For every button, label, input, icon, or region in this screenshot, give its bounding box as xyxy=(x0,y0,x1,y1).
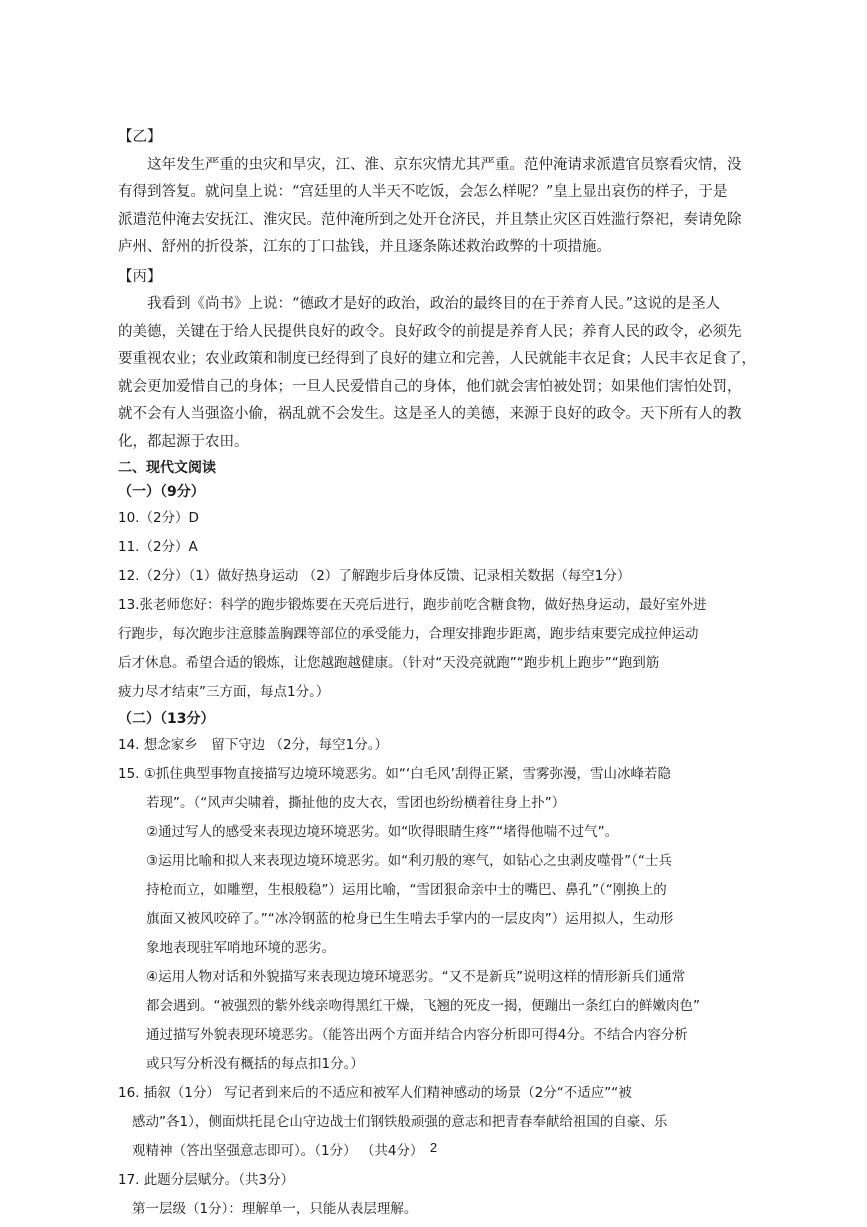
section-heading-yi: 【乙】 xyxy=(118,129,162,145)
answer-line: ④运用人物对话和外貌描写来表现边境环境恶劣。“又不是新兵”说明这样的情形新兵们通常 xyxy=(146,969,686,985)
answer-line: 疲力尽才结束”三方面，每点1分。） xyxy=(118,684,330,700)
answer-line: ②通过写人的感受来表现边境环境恶劣。如“吹得眼睛生疼”“堵得他喘不过气”。 xyxy=(146,824,619,840)
answer-q15 xyxy=(118,760,778,1079)
text-line: 就不会有人当强盗小偷，祸乱就不会发生。这是圣人的美德，来源于良好的政令。天下所有人的教 xyxy=(118,406,742,422)
answer-line: 感动”各1），侧面烘托昆仑山守边战士们钢铁般顽强的意志和把青春奉献给祖国的自豪、乐 xyxy=(132,1114,668,1130)
answer-q13 xyxy=(118,591,778,707)
answer-line: 16. 插叙（1分） 写记者到来后的不适应和被军人们精神感动的场景（2分“不适应”“被 xyxy=(118,1085,632,1101)
text-line: 有得到答复。就问皇上说：“宫廷里的人半天不吃饭，会怎么样呢？”皇上显出哀伤的样子，于是 xyxy=(118,184,728,200)
text-line: 的美德，关键在于给人民提供良好的政令。良好政令的前提是养育人民；养育人民的政令，必须先 xyxy=(118,323,742,340)
text-line: 庐州、舒州的折役茶，江东的丁口盐钱，并且逐条陈述救治政弊的十项措施。 xyxy=(118,239,611,255)
text-line: 这年发生严重的虫灾和旱灾，江、淮、京东灾情尤其严重。范仲淹请求派遣官员察看灾情，没 xyxy=(118,156,742,173)
text-line: 我看到《尚书》上说：“德政才是好的政治，政治的最终目的在于养育人民。”这说的是圣人 xyxy=(118,296,721,312)
answer-line: 观精神（答出坚强意志即可）。（1分） （共4分） xyxy=(132,1143,424,1159)
answer-line: 13.张老师您好：科学的跑步锻炼要在天亮后进行，跑步前吃含糖食物，做好热身运动，最好室外进 xyxy=(118,597,707,613)
answer-q14: 14. 想念家乡 留下守边 （2分，每空1分。） xyxy=(118,737,388,753)
text-line: 要重视农业；农业政策和制度已经得到了良好的建立和完善，人民就能丰衣足食；人民丰衣足食了， xyxy=(118,351,756,367)
section-title-modern-reading: 二、现代文阅读 xyxy=(118,460,216,476)
answer-line: 旗面又被风咬碎了。”“冰冷钢蓝的枪身已生生啃去手掌内的一层皮肉”）运用拟人，生动形 xyxy=(146,911,674,927)
translation-yi xyxy=(118,152,778,262)
answer-line: 或只写分析没有概括的每点扣1分。） xyxy=(146,1056,364,1072)
answer-q12: 12.（2分）（1）做好热身运动 （2）了解跑步后身体反馈、记录相关数据（每空1分） xyxy=(118,568,631,584)
text-line: 化，都起源于农田。 xyxy=(118,433,249,450)
answer-q11: 11.（2分）A xyxy=(118,539,198,555)
answer-line: 17. 此题分层赋分。（共3分） xyxy=(118,1172,295,1188)
answer-q17 xyxy=(118,1166,778,1224)
page-content xyxy=(118,124,778,1224)
answer-line: 15. ①抓住典型事物直接描写边境环境恶劣。如“‘白毛风’刮得正紧，雪雾弥漫，雪山冰峰若隐 xyxy=(118,766,671,782)
answer-line: 若现”。（“风声尖啸着，撕扯他的皮大衣，雪团也纷纷横着往身上扑”） xyxy=(146,795,566,811)
answer-line: 行跑步，每次跑步注意膝盖胸踝等部位的承受能力，合理安排跑步距离，跑步结束要完成拉伸运动 xyxy=(118,626,699,642)
answer-line: 持枪而立，如雕塑，生根般稳”）运用比喻，“雪团狠命亲中士的嘴巴、鼻孔”（“刚换上的 xyxy=(146,882,667,898)
answer-q10: 10.（2分）D xyxy=(118,510,199,526)
answer-line: 都会遇到。“被强烈的紫外线亲吻得黑红干燥，飞翘的死皮一揭，便蹦出一条红白的鲜嫩肉色” xyxy=(146,998,700,1014)
answer-line: 象地表现驻军哨地环境的恶劣。 xyxy=(146,940,335,956)
answer-line: 通过描写外貌表现环境恶劣。（能答出两个方面并结合内容分析即可得4分。不结合内容分析 xyxy=(146,1027,688,1043)
text-line: 派遣范仲淹去安抚江、淮灾民。范仲淹所到之处开仓济民，并且禁止灾区百姓滥行祭祀，奏请免除 xyxy=(118,211,742,228)
answer-line: 第一层级（1分）：理解单一，只能从表层理解。 xyxy=(132,1201,418,1217)
page-number: 2 xyxy=(429,1140,438,1155)
part-two-title: （二）（13分） xyxy=(118,711,215,727)
text-line: 就会更加爱惜自己的身体；一旦人民爱惜自己的身体，他们就会害怕被处罚；如果他们害怕处罚， xyxy=(118,378,742,395)
section-heading-bing: 【丙】 xyxy=(118,268,162,285)
answer-line: ③运用比喻和拟人来表现边境环境恶劣。如“利刃般的寒气，如钻心之虫剥皮噬骨”（“士兵 xyxy=(146,853,672,869)
translation-bing xyxy=(118,291,778,456)
answer-line: 后才休息。希望合适的锻炼，让您越跑越健康。（针对“天没亮就跑”“跑步机上跑步”“跑到筋 xyxy=(118,655,660,671)
part-one-title: （一）（9分） xyxy=(118,484,205,500)
